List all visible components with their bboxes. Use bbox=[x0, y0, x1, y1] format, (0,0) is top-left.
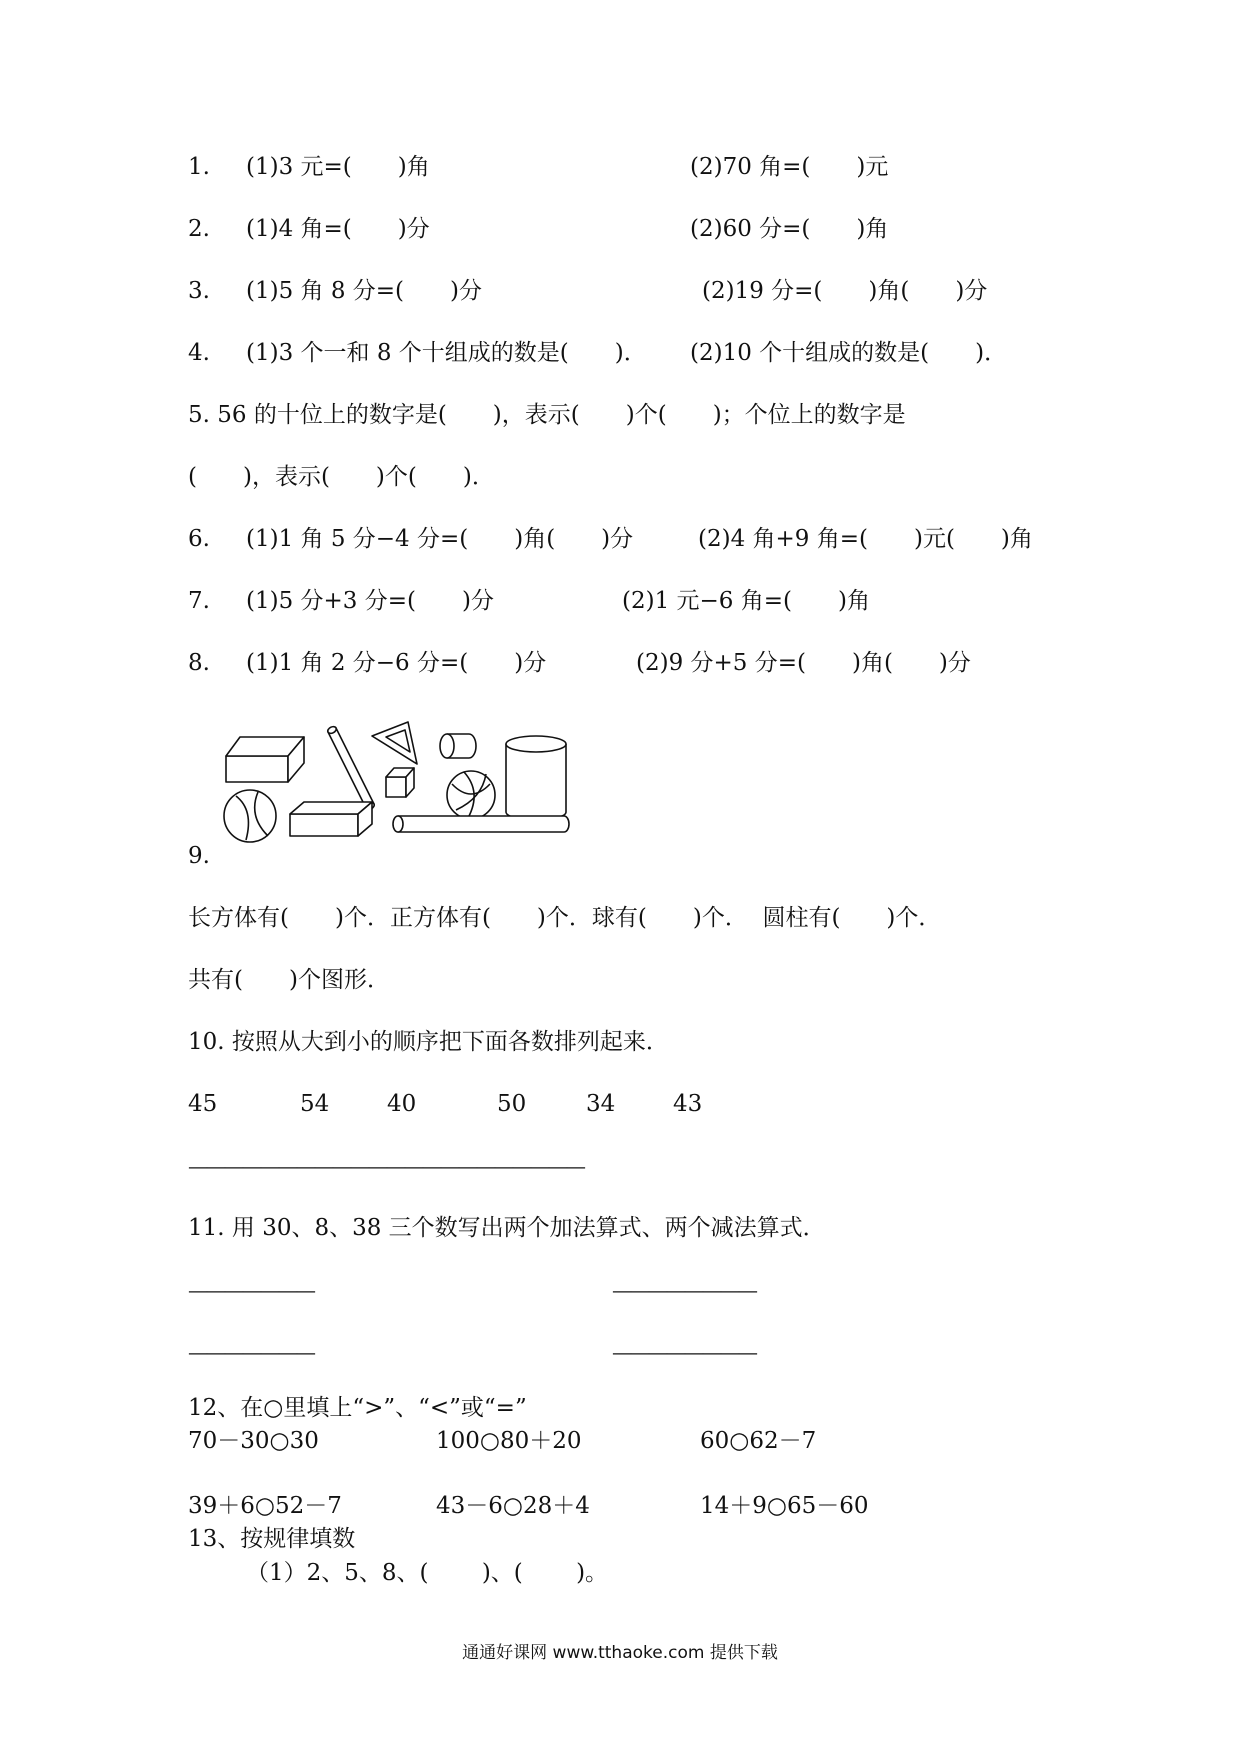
q4-part-2: (2)10 个十组成的数是( )． bbox=[690, 340, 1008, 366]
q11-title: 11. 用 30、8、38 三个数写出两个加法算式、两个减法算式． bbox=[188, 1215, 826, 1241]
q1-number: 1. bbox=[188, 154, 210, 180]
q12-item: 39＋6○52－7 bbox=[188, 1493, 342, 1519]
q12-item: 70－30○30 bbox=[188, 1428, 319, 1454]
q3-number: 3. bbox=[188, 278, 210, 304]
q4-part-1: (1)3 个一和 8 个十组成的数是( )． bbox=[246, 340, 647, 366]
q12-item: 43－6○28＋4 bbox=[436, 1493, 590, 1519]
q3-part-1: (1)5 角 8 分=( )分 bbox=[246, 278, 482, 304]
q12-item: 14＋9○65－60 bbox=[700, 1493, 869, 1519]
q12-item: 60○62－7 bbox=[700, 1428, 817, 1454]
q1-part-1: (1)3 元=( )角 bbox=[246, 154, 430, 180]
slanted-cylinder-shape bbox=[327, 725, 376, 810]
cuboid-shape bbox=[290, 802, 372, 836]
cube-shape bbox=[386, 768, 414, 797]
q7-number: 7. bbox=[188, 588, 210, 614]
q5-line-1: 5. 56 的十位上的数字是( )，表示( )个( )；个位上的数字是 bbox=[188, 402, 906, 428]
q7-part-1: (1)5 分+3 分=( )分 bbox=[246, 588, 494, 614]
q10-answer-line: —————————————————————— bbox=[188, 1154, 584, 1178]
q8-part-1: (1)1 角 2 分−6 分=( )分 bbox=[246, 650, 547, 676]
q9-number: 9. bbox=[188, 843, 210, 869]
q4-number: 4. bbox=[188, 340, 210, 366]
q13-item-1: （1）2、5、8、( )、( )。 bbox=[246, 1560, 609, 1586]
triangle-ruler-shape bbox=[372, 722, 417, 764]
q8-number: 8. bbox=[188, 650, 210, 676]
q2-number: 2. bbox=[188, 216, 210, 242]
q11-answer-blank: ———————— bbox=[612, 1278, 756, 1302]
q6-part-1: (1)1 角 5 分−4 分=( )角( )分 bbox=[246, 526, 634, 552]
ball-shape bbox=[447, 771, 495, 819]
q11-answer-blank: ———————— bbox=[612, 1340, 756, 1364]
q2-part-2: (2)60 分=( )角 bbox=[690, 216, 889, 242]
q12-item: 100○80＋20 bbox=[436, 1428, 582, 1454]
tall-cylinder-shape bbox=[506, 736, 566, 820]
q5-line-2: ( )，表示( )个( )． bbox=[188, 464, 495, 490]
q10-title: 10. 按照从大到小的顺序把下面各数排列起来． bbox=[188, 1029, 669, 1055]
q10-number: 50 bbox=[497, 1091, 527, 1117]
q13-title: 13、按规律填数 bbox=[188, 1526, 356, 1552]
q10-number: 43 bbox=[673, 1091, 703, 1117]
cuboid-shape bbox=[226, 737, 304, 782]
q6-part-2: (2)4 角+9 角=( )元( )角 bbox=[698, 526, 1033, 552]
q3-part-2: (2)19 分=( )角( )分 bbox=[702, 278, 988, 304]
q9-line-2: 共有( )个图形． bbox=[188, 967, 390, 993]
q10-number: 45 bbox=[188, 1091, 218, 1117]
q8-part-2: (2)9 分+5 分=( )角( )分 bbox=[636, 650, 971, 676]
q11-answer-blank: ——————— bbox=[188, 1278, 314, 1302]
small-cylinder-shape bbox=[440, 734, 476, 758]
q12-title: 12、在○里填上“>”、“<”或“=” bbox=[188, 1395, 527, 1421]
q10-number: 54 bbox=[300, 1091, 330, 1117]
ball-shape bbox=[224, 790, 276, 842]
geometric-shapes-figure bbox=[220, 712, 580, 852]
q10-number: 34 bbox=[586, 1091, 616, 1117]
footer-download-note: 通通好课网 www.tthaoke.com 提供下载 bbox=[462, 1643, 778, 1663]
q7-part-2: (2)1 元−6 角=( )角 bbox=[622, 588, 870, 614]
q11-answer-blank: ——————— bbox=[188, 1340, 314, 1364]
long-cylinder-shape bbox=[393, 816, 569, 832]
q2-part-1: (1)4 角=( )分 bbox=[246, 216, 430, 242]
q10-number: 40 bbox=[387, 1091, 417, 1117]
q6-number: 6. bbox=[188, 526, 210, 552]
q9-line-1: 长方体有( )个．正方体有( )个．球有( )个． 圆柱有( )个． bbox=[188, 905, 942, 931]
q1-part-2: (2)70 角=( )元 bbox=[690, 154, 889, 180]
